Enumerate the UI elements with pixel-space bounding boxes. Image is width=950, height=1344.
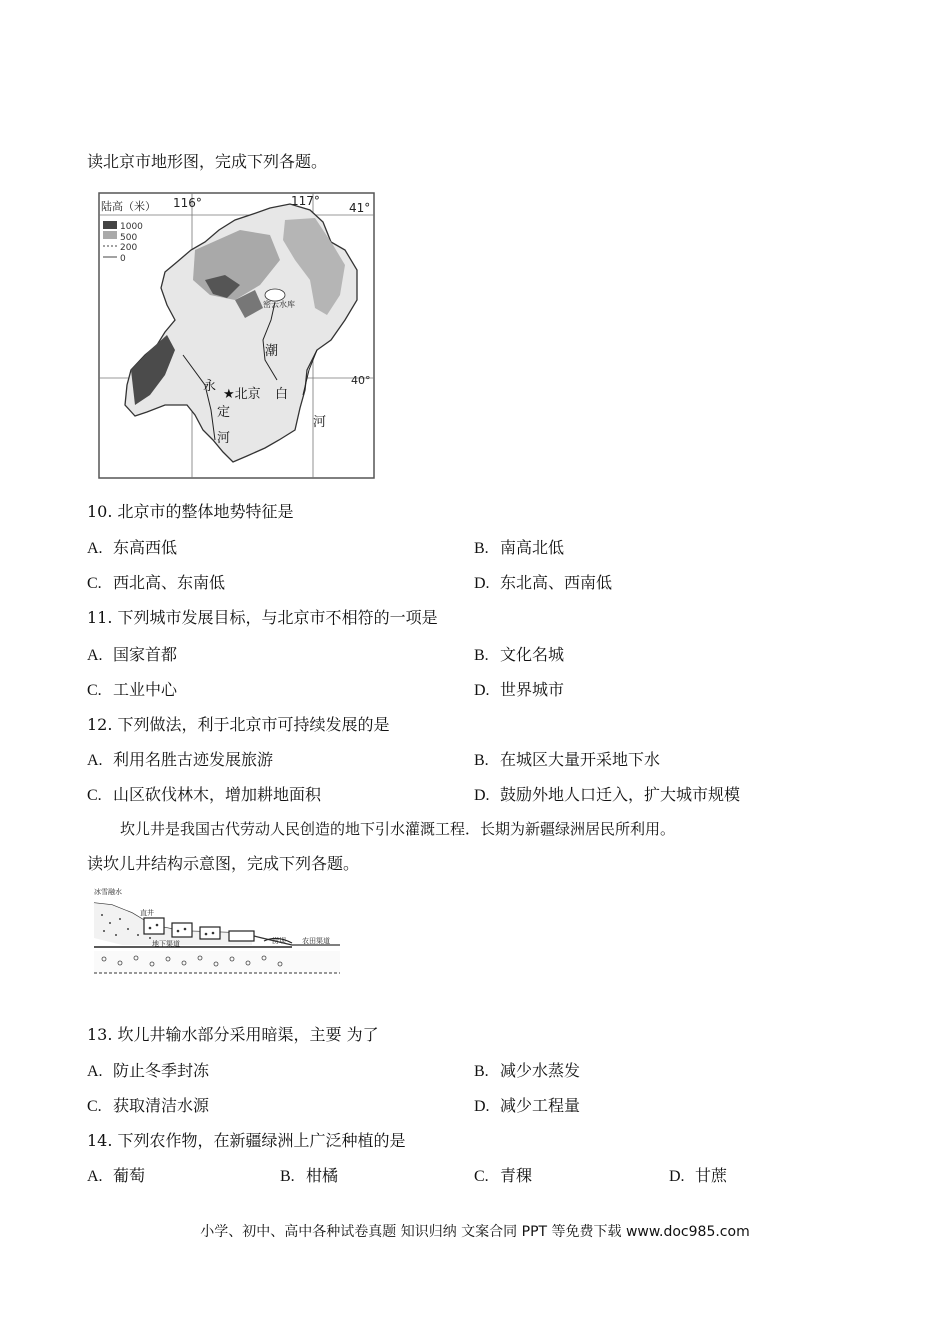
q12-option-d[interactable]: D. 鼓励外地人口迁入，扩大城市规模 [474, 785, 741, 804]
yongding-char-2: 定 [217, 405, 231, 420]
q14-option-b[interactable]: B. 柑橘 [280, 1166, 339, 1185]
q14-option-d[interactable]: D. 甘蔗 [669, 1166, 728, 1185]
karez-intro: 读坎儿井结构示意图，完成下列各题。 [87, 854, 360, 873]
lat-41-label: 41° [349, 201, 371, 215]
legend-item-1000: 1000 [120, 222, 143, 232]
bai-river-label: 白 [275, 387, 289, 402]
yongding-char-3: 河 [217, 431, 231, 446]
q13-option-c[interactable]: C. 获取清洁水源 [87, 1096, 210, 1115]
q13-option-b[interactable]: B. 减少水蒸发 [474, 1061, 581, 1080]
q12-option-c[interactable]: C. 山区砍伐林木，增加耕地面积 [87, 785, 322, 804]
q10-stem: 10. 北京市的整体地势特征是 [87, 502, 294, 521]
q11-stem: 11. 下列城市发展目标，与北京市不相符的一项是 [87, 608, 438, 627]
yongding-char-1: 永 [203, 379, 217, 394]
snowmelt-label: 冰雪融水 [94, 888, 122, 896]
q13-option-a[interactable]: A. 防止冬季封冻 [87, 1061, 210, 1080]
legend-item-200: 200 [120, 243, 138, 253]
q11-option-b[interactable]: B. 文化名城 [474, 645, 565, 664]
q10-option-a[interactable]: A. 东高西低 [87, 538, 178, 557]
field-canal-label: 农田渠道 [302, 937, 330, 945]
q10-option-b[interactable]: B. 南高北低 [474, 538, 565, 557]
emphasis-char: 相 [341, 608, 358, 627]
karez-structure-diagram [92, 883, 342, 978]
page-footer: 小学、初中、高中各种试卷真题 知识归纳 文案合同 PPT 等免费下载 www.doc985.com [200, 1224, 750, 1240]
vertical-shaft-label: 直井 [140, 909, 154, 917]
beijing-city-label: ★北京 [223, 387, 261, 402]
map-intro: 读北京市地形图，完成下列各题。 [87, 152, 328, 171]
q10-option-d[interactable]: D. 东北高、西南低 [474, 573, 613, 592]
lat-40-label: 40° [351, 374, 371, 387]
q10-option-c[interactable]: C. 西北高、东南低 [87, 573, 226, 592]
underground-canal-label: 地下渠道 [152, 940, 180, 948]
karez-passage: 坎儿井是我国古代劳动人民创造的地下引水灌溉工程．长期为新疆绿洲居民所利用。 [120, 820, 676, 838]
q11-option-a[interactable]: A. 国家首都 [87, 645, 178, 664]
q11-option-c[interactable]: C. 工业中心 [87, 680, 178, 699]
emphasis-char: 不 [325, 608, 342, 627]
lon-117-label: 117° [291, 194, 320, 208]
miyun-reservoir-label: 密云水库 [263, 300, 295, 309]
q12-option-b[interactable]: B. 在城区大量开采地下水 [474, 750, 661, 769]
lon-116-label: 116° [173, 196, 202, 210]
q14-option-c[interactable]: C. 青稞 [474, 1166, 533, 1185]
legend-item-500: 500 [120, 233, 138, 243]
q13-stem: 13. 坎儿井输水部分采用暗渠，主要 为了 [87, 1025, 379, 1044]
emphasis-char: 符 [357, 608, 374, 627]
map-legend-title: 陆高（米） [101, 200, 156, 213]
q12-stem: 12. 下列做法，利于北京市可持续发展的是 [87, 715, 390, 734]
pond-dam-label: 涝坝 [272, 937, 286, 945]
q11-option-d[interactable]: D. 世界城市 [474, 680, 565, 699]
q14-option-a[interactable]: A. 葡萄 [87, 1166, 146, 1185]
he-river-label: 河 [313, 415, 327, 430]
q12-option-a[interactable]: A. 利用名胜古迹发展旅游 [87, 750, 274, 769]
q14-stem: 14. 下列农作物，在新疆绿洲上广泛种植的是 [87, 1131, 406, 1150]
chao-river-label: 潮 [265, 344, 279, 359]
legend-item-0: 0 [120, 254, 126, 264]
beijing-terrain-map [95, 190, 377, 482]
q13-option-d[interactable]: D. 减少工程量 [474, 1096, 581, 1115]
